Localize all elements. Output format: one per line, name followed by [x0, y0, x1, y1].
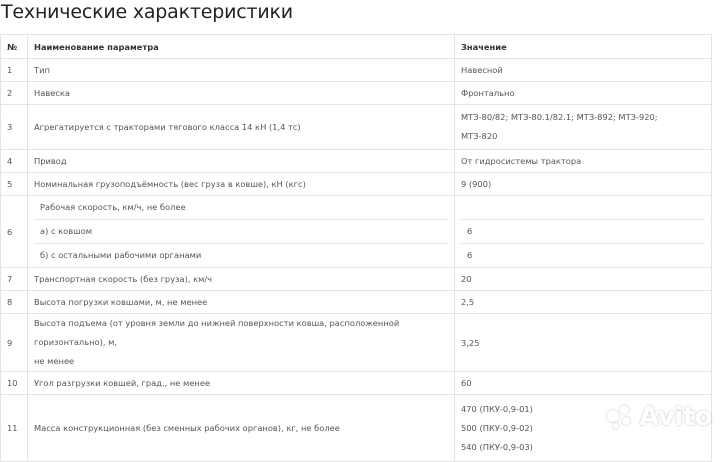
sub-row-value: 6	[467, 250, 473, 260]
name-line: Высота подъема (от уровня земли до нижней поверхности ковша, расположенной горизонтально), м,	[34, 318, 400, 347]
avito-watermark	[605, 402, 712, 432]
row-name: Угол разгрузки ковшей, град., не менее	[28, 372, 455, 395]
table-row	[1, 372, 712, 395]
specs-table	[0, 34, 712, 462]
header-name: Наименование параметра	[28, 35, 455, 59]
value-line: 500 (ПКУ-0,9-02)	[461, 422, 533, 433]
row-num: 5	[1, 173, 28, 196]
header-num: №	[1, 35, 28, 59]
sub-row-name: а) с ковшом	[34, 220, 448, 244]
value-line: 470 (ПКУ-0,9-01)	[461, 403, 533, 414]
value-line: МТЗ-80/82; МТЗ-80.1/82.1; МТЗ-892; МТЗ-920;	[461, 112, 658, 122]
row-num: 4	[1, 150, 28, 173]
row-name: Привод	[28, 150, 455, 173]
sub-row-value	[461, 196, 705, 220]
table-row	[1, 150, 712, 173]
table-row	[1, 314, 712, 372]
value-line: МТЗ-820	[461, 131, 498, 141]
row-value: 3,25	[455, 314, 712, 372]
table-row	[1, 82, 712, 105]
row-name: Агрегатируется с тракторами тягового класса 14 кН (1,4 тс)	[28, 105, 455, 150]
name-line: не менее	[34, 356, 75, 366]
row-value: 60	[455, 372, 712, 395]
row-name: Масса конструкционная (без сменных рабочих органов), кг, не более	[28, 395, 455, 462]
avito-watermark-text: Avito	[639, 402, 712, 432]
table-header-row	[1, 35, 712, 59]
table-row	[1, 105, 712, 150]
row-num: 3	[1, 105, 28, 150]
table-row	[1, 291, 712, 314]
row-num: 8	[1, 291, 28, 314]
row-name	[28, 196, 455, 268]
row-num: 10	[1, 372, 28, 395]
row-value: 20	[455, 268, 712, 291]
header-value: Значение	[455, 35, 712, 59]
row-value	[455, 196, 712, 268]
sub-row-value: 6	[461, 220, 705, 244]
row-num: 1	[1, 59, 28, 82]
sub-row-name: б) с остальными рабочими органами	[40, 250, 202, 260]
table-row	[1, 59, 712, 82]
table-row	[1, 196, 712, 268]
row-name: Номинальная грузоподъёмность (вес груза в ковше), кН (кгс)	[28, 173, 455, 196]
row-value: Навесной	[455, 59, 712, 82]
row-num: 9	[1, 314, 28, 372]
row-name: Высота погрузки ковшами, м, не менее	[28, 291, 455, 314]
value-line: 540 (ПКУ-0,9-03)	[461, 441, 533, 452]
row-name: Навеска	[28, 82, 455, 105]
row-num: 7	[1, 268, 28, 291]
row-value: От гидросистемы трактора	[455, 150, 712, 173]
row-num: 6	[1, 196, 28, 268]
row-num: 2	[1, 82, 28, 105]
row-value: Фронтально	[455, 82, 712, 105]
row-name: Транспортная скорость (без груза), км/ч	[28, 268, 455, 291]
row-value	[455, 105, 712, 150]
sub-row-name: Рабочая скорость, км/ч, не более	[34, 196, 448, 220]
table-row	[1, 268, 712, 291]
avito-logo-icon	[605, 404, 635, 430]
page-title: Технические характеристики	[1, 1, 293, 23]
row-value: 9 (900)	[455, 173, 712, 196]
row-name: Тип	[28, 59, 455, 82]
table-row	[1, 173, 712, 196]
row-name	[28, 314, 455, 372]
row-value: 2,5	[455, 291, 712, 314]
row-num: 11	[1, 395, 28, 462]
